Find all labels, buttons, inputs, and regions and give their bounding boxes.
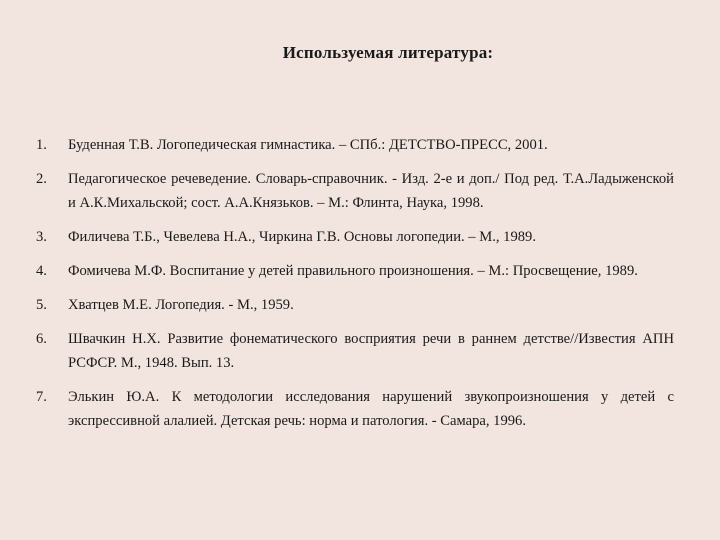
list-item-number: 3. [36,229,47,245]
list-item [36,225,674,249]
list-item-text: Швачкин Н.Х. Развитие фонематического восприятия речи в раннем детстве//Известия АПН РСФСР. М., 1948. Вып. 13. [68,331,674,371]
list-item-text: Фомичева М.Ф. Воспитание у детей правильного произношения. – М.: Просвещение, 1989. [68,263,638,279]
list-item-text: Элькин Ю.А. К методологии исследования нарушений звукопроизношения у детей с экспрессивной алалией. Детская речь: норма и патология. - Самара, 1996. [68,389,674,429]
list-item [36,259,674,283]
page-title: Используемая литература: [282,43,494,62]
list-item-number: 1. [36,137,47,153]
list-item-number: 2. [36,171,47,187]
list-item-number: 4. [36,263,47,279]
list-item [36,293,674,317]
list-item [36,327,674,375]
list-item-number: 5. [36,297,47,313]
list-item-text: Хватцев М.Е. Логопедия. - М., 1959. [68,297,294,313]
reference-list [36,133,674,443]
list-item-text: Буденная Т.В. Логопедическая гимнастика. – СПб.: ДЕТСТВО-ПРЕСС, 2001. [68,137,548,153]
list-item [36,133,674,157]
list-item [36,167,674,215]
list-item [36,385,674,433]
list-item-text: Филичева Т.Б., Чевелева Н.А., Чиркина Г.В. Основы логопедии. – М., 1989. [68,229,537,245]
list-item-number: 7. [36,389,47,405]
list-item-text: Педагогическое речеведение. Словарь-справочник. - Изд. 2-е и доп./ Под ред. Т.А.Ладыженской и А.К.Михальской; сост. А.А.Князьков. – М.: Флинта, Наука, 1998. [68,171,674,211]
list-item-number: 6. [36,331,47,347]
